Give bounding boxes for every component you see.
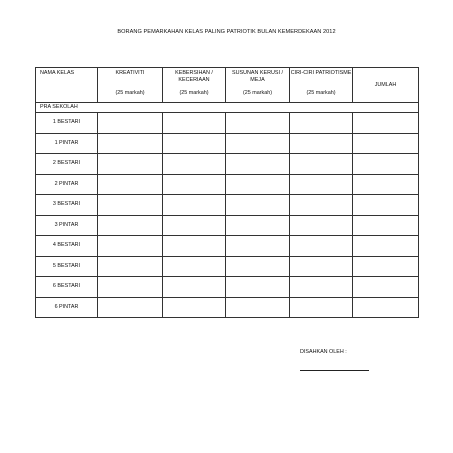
table-row: [36, 236, 419, 257]
score-cell-susunan[interactable]: [226, 154, 290, 175]
class-name-cell: 5 BESTARI: [36, 256, 98, 277]
header-patriotisme: CIRI-CIRI PATRIOTISME (25 markah): [290, 68, 353, 103]
section-row-pra-sekolah: [36, 103, 419, 113]
header-kebersihan: KEBERSIHAN / KECERIAAN (25 markah): [163, 68, 226, 103]
table-row: [36, 277, 419, 298]
header-patriotisme-marks: (25 markah): [306, 90, 336, 96]
score-cell-kebersihan[interactable]: [163, 256, 226, 277]
score-cell-kebersihan[interactable]: [163, 195, 226, 216]
class-name-cell: 1 PINTAR: [36, 133, 98, 154]
score-cell-patriotisme[interactable]: [290, 113, 353, 134]
table-row: [36, 113, 419, 134]
score-cell-susunan[interactable]: [226, 133, 290, 154]
score-cell-patriotisme[interactable]: [290, 236, 353, 257]
score-cell-patriotisme[interactable]: [290, 297, 353, 318]
header-nama-kelas: NAMA KELAS: [36, 68, 98, 103]
score-cell-kreativiti[interactable]: [98, 236, 163, 257]
score-cell-kebersihan[interactable]: [163, 113, 226, 134]
score-cell-jumlah[interactable]: [353, 256, 419, 277]
score-cell-patriotisme[interactable]: [290, 133, 353, 154]
table-row: [36, 297, 419, 318]
score-cell-kreativiti[interactable]: [98, 215, 163, 236]
score-cell-kreativiti[interactable]: [98, 277, 163, 298]
class-name-cell: 6 BESTARI: [36, 277, 98, 298]
header-susunan: SUSUNAN KERUSI / MEJA (25 markah): [226, 68, 290, 103]
table-row: [36, 256, 419, 277]
table-row: [36, 215, 419, 236]
score-cell-susunan[interactable]: [226, 256, 290, 277]
table-row: [36, 174, 419, 195]
score-cell-patriotisme[interactable]: [290, 215, 353, 236]
score-cell-jumlah[interactable]: [353, 277, 419, 298]
header-kreativiti-marks: (25 markah): [115, 90, 145, 96]
class-name-cell: 3 PINTAR: [36, 215, 98, 236]
signature-line[interactable]: [300, 370, 369, 371]
header-kebersihan-marks: (25 markah): [179, 90, 209, 96]
score-cell-kebersihan[interactable]: [163, 174, 226, 195]
table-row: [36, 195, 419, 216]
score-cell-kreativiti[interactable]: [98, 174, 163, 195]
signature-label: DISAHKAN OLEH :: [300, 349, 347, 355]
score-cell-jumlah[interactable]: [353, 215, 419, 236]
score-cell-kreativiti[interactable]: [98, 256, 163, 277]
class-name-cell: 4 BESTARI: [36, 236, 98, 257]
score-cell-patriotisme[interactable]: [290, 256, 353, 277]
class-name-cell: 1 BESTARI: [36, 113, 98, 134]
score-cell-jumlah[interactable]: [353, 236, 419, 257]
score-cell-kreativiti[interactable]: [98, 297, 163, 318]
class-name-cell: 6 PINTAR: [36, 297, 98, 318]
score-cell-susunan[interactable]: [226, 113, 290, 134]
table-row: [36, 154, 419, 175]
score-cell-jumlah[interactable]: [353, 297, 419, 318]
score-cell-susunan[interactable]: [226, 236, 290, 257]
score-cell-susunan[interactable]: [226, 297, 290, 318]
score-cell-kebersihan[interactable]: [163, 277, 226, 298]
header-susunan-marks: (25 markah): [242, 90, 273, 96]
class-name-cell: 2 BESTARI: [36, 154, 98, 175]
form-title: BORANG PEMARKAHAN KELAS PALING PATRIOTIK BULAN KEMERDEKAAN 2012: [117, 29, 336, 35]
score-cell-jumlah[interactable]: [353, 154, 419, 175]
score-cell-kreativiti[interactable]: [98, 154, 163, 175]
score-cell-jumlah[interactable]: [353, 195, 419, 216]
score-cell-jumlah[interactable]: [353, 174, 419, 195]
score-cell-kreativiti[interactable]: [98, 133, 163, 154]
score-cell-jumlah[interactable]: [353, 113, 419, 134]
score-cell-patriotisme[interactable]: [290, 154, 353, 175]
score-cell-susunan[interactable]: [226, 174, 290, 195]
score-cell-kebersihan[interactable]: [163, 154, 226, 175]
score-cell-kreativiti[interactable]: [98, 195, 163, 216]
score-cell-kreativiti[interactable]: [98, 113, 163, 134]
score-cell-susunan[interactable]: [226, 277, 290, 298]
score-cell-patriotisme[interactable]: [290, 195, 353, 216]
score-cell-susunan[interactable]: [226, 215, 290, 236]
score-cell-kebersihan[interactable]: [163, 133, 226, 154]
score-cell-patriotisme[interactable]: [290, 174, 353, 195]
score-cell-susunan[interactable]: [226, 195, 290, 216]
score-cell-patriotisme[interactable]: [290, 277, 353, 298]
score-cell-kebersihan[interactable]: [163, 236, 226, 257]
class-name-cell: 2 PINTAR: [36, 174, 98, 195]
score-cell-kebersihan[interactable]: [163, 297, 226, 318]
scoring-table: [35, 67, 419, 318]
header-kreativiti: KREATIVITI (25 markah): [98, 68, 163, 103]
section-label: PRA SEKOLAH: [36, 103, 98, 113]
table-row: [36, 133, 419, 154]
class-name-cell: 3 BESTARI: [36, 195, 98, 216]
score-cell-kebersihan[interactable]: [163, 215, 226, 236]
score-cell-jumlah[interactable]: [353, 133, 419, 154]
table-header-row: [36, 68, 419, 103]
header-jumlah: JUMLAH: [353, 68, 419, 103]
